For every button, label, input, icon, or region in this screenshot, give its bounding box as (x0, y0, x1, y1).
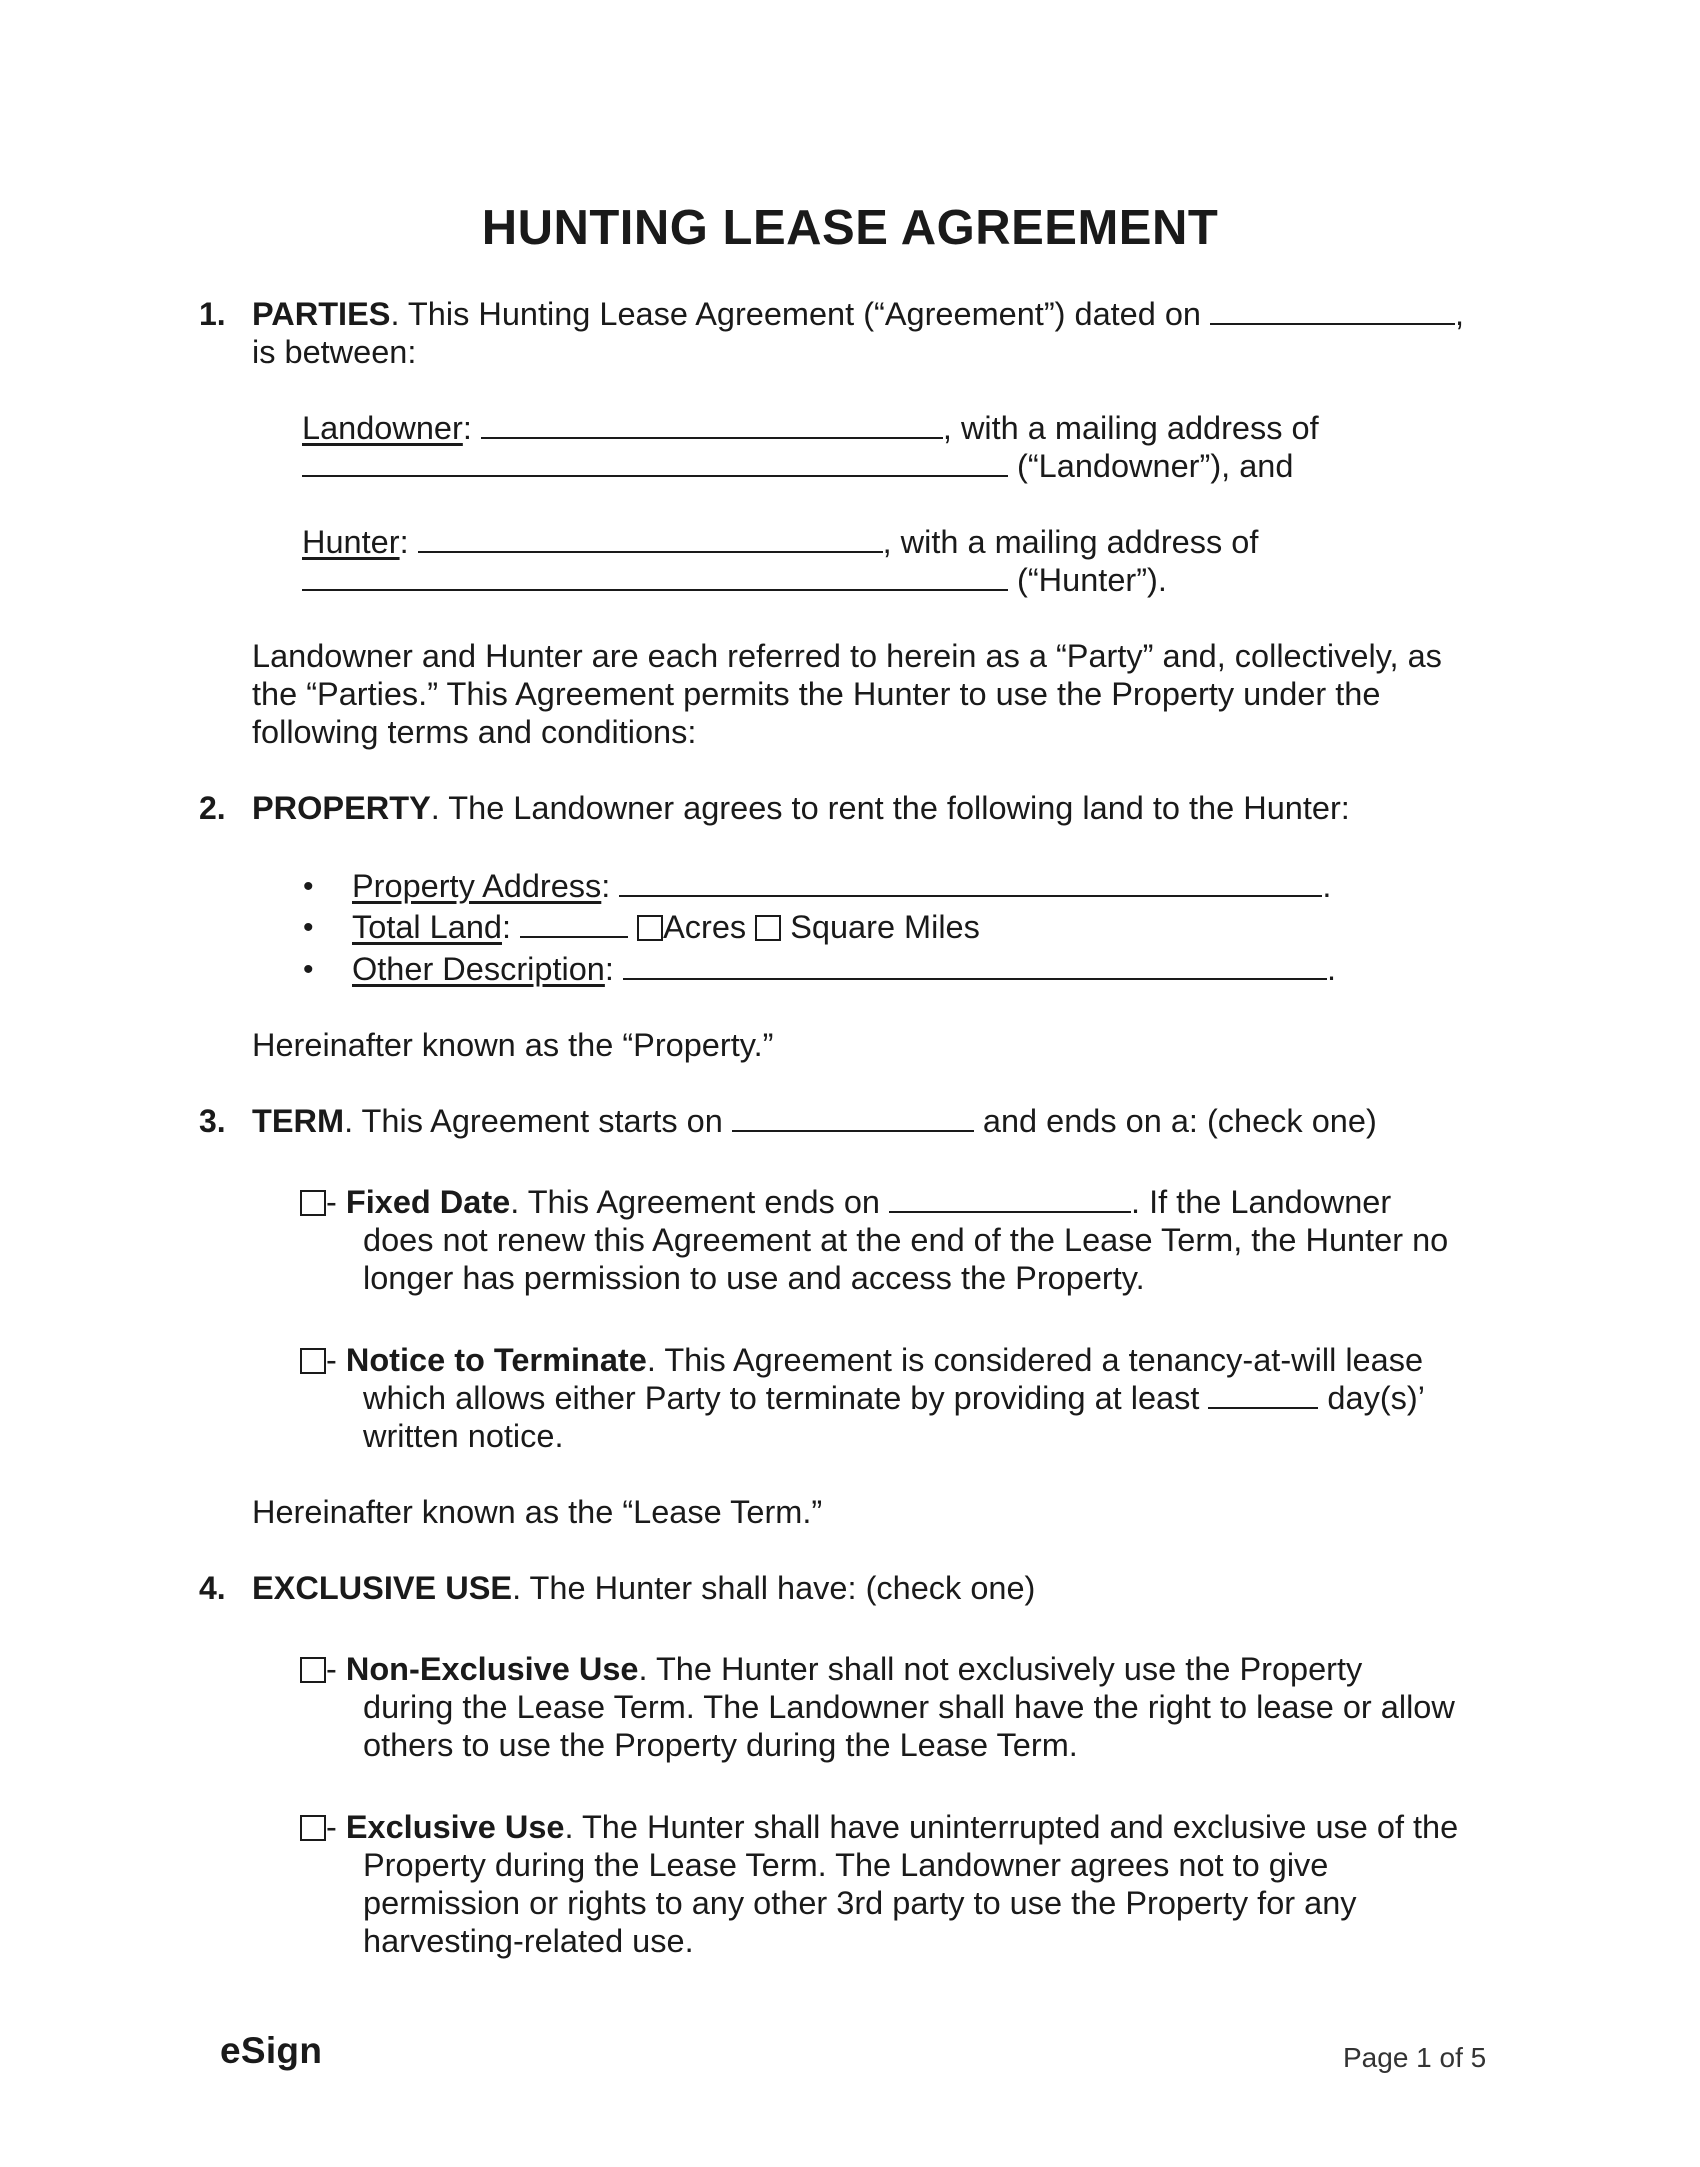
notice-to-terminate-heading: Notice to Terminate (345, 1342, 647, 1378)
notice-line-2 (363, 1379, 1425, 1418)
non-exclusive-use-heading: Non-Exclusive Use (345, 1651, 639, 1687)
hunter-line-2 (302, 561, 1167, 600)
term-start-date-field[interactable] (732, 1129, 974, 1132)
notice-days-field[interactable] (1208, 1406, 1318, 1409)
fixed-end-date-field[interactable] (889, 1210, 1131, 1213)
section-number: 3. (199, 1103, 226, 1139)
exclusive-line-2: Property during the Lease Term. The Landowner agrees not to give (363, 1847, 1329, 1883)
property-text: . The Landowner agrees to rent the following land to the Hunter: (430, 790, 1350, 826)
bullet: • (303, 953, 314, 986)
hunter-address-field[interactable] (302, 588, 1008, 591)
notice-text-2: which allows either Party to terminate by providing at least (363, 1380, 1209, 1416)
term-text-end: and ends on a: (check one) (973, 1103, 1377, 1139)
non-exclusive-line-1 (300, 1650, 1362, 1689)
dash: - (326, 1342, 346, 1378)
total-land-label: Total Land (352, 909, 502, 945)
fixed-date-line-2: does not renew this Agreement at the end of the Lease Term, the Hunter no (363, 1222, 1449, 1258)
exclusive-text: . The Hunter shall have uninterrupted and exclusive use of the (564, 1809, 1459, 1845)
landowner-line-2 (302, 447, 1293, 486)
section-number: 4. (199, 1570, 226, 1606)
non-exclusive-use-checkbox[interactable] (300, 1657, 326, 1683)
parties-text: . This Hunting Lease Agreement (“Agreement”) dated on (390, 296, 1211, 332)
landowner-name-field[interactable] (481, 436, 943, 439)
parties-paragraph-line-2: the “Parties.” This Agreement permits the Hunter to use the Property under the (252, 676, 1381, 712)
hunter-line-1: Hunter: , with a mailing address of (302, 524, 1259, 560)
fixed-date-line-1 (300, 1183, 1391, 1222)
term-line-1 (252, 1102, 1377, 1141)
total-land-field[interactable] (520, 935, 628, 938)
notice-line-3: written notice. (363, 1418, 564, 1454)
hunter-text-end: (“Hunter”). (1008, 562, 1167, 598)
acres-label: Acres (663, 909, 747, 945)
bullet: • (303, 870, 314, 903)
non-exclusive-text: . The Hunter shall not exclusively use the Property (638, 1651, 1363, 1687)
punctuation: . (1322, 868, 1332, 904)
landowner-line-1: Landowner: , with a mailing address of (302, 410, 1319, 446)
exclusive-use-text: . The Hunter shall have: (check one) (512, 1570, 1036, 1606)
other-description-item: Other Description: . (352, 951, 1336, 987)
notice-text-end: day(s)’ (1318, 1380, 1425, 1416)
exclusive-line-3: permission or rights to any other 3rd party to use the Property for any (363, 1885, 1357, 1921)
fixed-date-checkbox[interactable] (300, 1190, 326, 1216)
hunter-label: Hunter (302, 524, 400, 560)
section-number: 1. (199, 296, 226, 332)
fixed-date-text: . This Agreement ends on (510, 1184, 890, 1220)
parties-line-2: is between: (252, 334, 417, 370)
other-description-label: Other Description (352, 951, 605, 987)
square-miles-checkbox[interactable] (755, 915, 781, 941)
fixed-date-line-3: longer has permission to use and access the Property. (363, 1260, 1145, 1296)
section-heading-term: TERM (252, 1103, 345, 1139)
landowner-label: Landowner (302, 410, 463, 446)
fixed-date-heading: Fixed Date (345, 1184, 511, 1220)
hunter-text: , with a mailing address of (882, 524, 1259, 560)
hunter-name-field[interactable] (418, 550, 883, 553)
term-text: . This Agreement starts on (344, 1103, 732, 1139)
parties-line-1 (252, 295, 1464, 334)
parties-paragraph-line-3: following terms and conditions: (252, 714, 697, 750)
property-address-item: Property Address: . (352, 868, 1332, 904)
property-hereinafter: Hereinafter known as the “Property.” (252, 1027, 774, 1063)
term-hereinafter: Hereinafter known as the “Lease Term.” (252, 1494, 823, 1530)
property-address-field[interactable] (619, 894, 1322, 897)
punctuation: . (1326, 951, 1336, 987)
section-heading-parties: PARTIES (252, 296, 391, 332)
acres-checkbox[interactable] (637, 915, 663, 941)
page-number: Page 1 of 5 (1343, 2042, 1487, 2073)
total-land-item: Total Land: Acres Square Miles (352, 909, 980, 945)
notice-text: . This Agreement is considered a tenancy-at-will lease (646, 1342, 1424, 1378)
landowner-text: , with a mailing address of (942, 410, 1319, 446)
property-line-1 (252, 789, 1350, 828)
fixed-date-text-end: . If the Landowner (1131, 1184, 1392, 1220)
parties-paragraph-line-1: Landowner and Hunter are each referred to herein as a “Party” and, collectively, as (252, 638, 1442, 674)
exclusive-line-1 (300, 1808, 1458, 1847)
dash: - (326, 1651, 346, 1687)
exclusive-line-4: harvesting-related use. (363, 1923, 694, 1959)
non-exclusive-line-2: during the Lease Term. The Landowner shall have the right to lease or allow (363, 1689, 1455, 1725)
other-description-field[interactable] (623, 977, 1327, 980)
bullet: • (303, 911, 314, 944)
exclusive-use-checkbox[interactable] (300, 1815, 326, 1841)
exclusive-use-line-1 (252, 1569, 1035, 1608)
section-heading-exclusive-use: EXCLUSIVE USE (252, 1570, 513, 1606)
agreement-date-field[interactable] (1210, 322, 1455, 325)
landowner-address-field[interactable] (302, 474, 1008, 477)
landowner-text-end: (“Landowner”), and (1008, 448, 1294, 484)
dash: - (326, 1184, 346, 1220)
dash: - (326, 1809, 346, 1845)
exclusive-use-heading: Exclusive Use (345, 1809, 565, 1845)
esign-logo: eSign (220, 2030, 323, 2071)
property-address-label: Property Address (352, 868, 602, 904)
document-title: HUNTING LEASE AGREEMENT (481, 201, 1219, 255)
section-number: 2. (199, 790, 226, 826)
punctuation: , (1455, 296, 1465, 332)
notice-line-1 (300, 1341, 1423, 1380)
non-exclusive-line-3: others to use the Property during the Lease Term. (363, 1727, 1078, 1763)
square-miles-label: Square Miles (790, 909, 980, 945)
notice-to-terminate-checkbox[interactable] (300, 1348, 326, 1374)
section-heading-property: PROPERTY (252, 790, 431, 826)
